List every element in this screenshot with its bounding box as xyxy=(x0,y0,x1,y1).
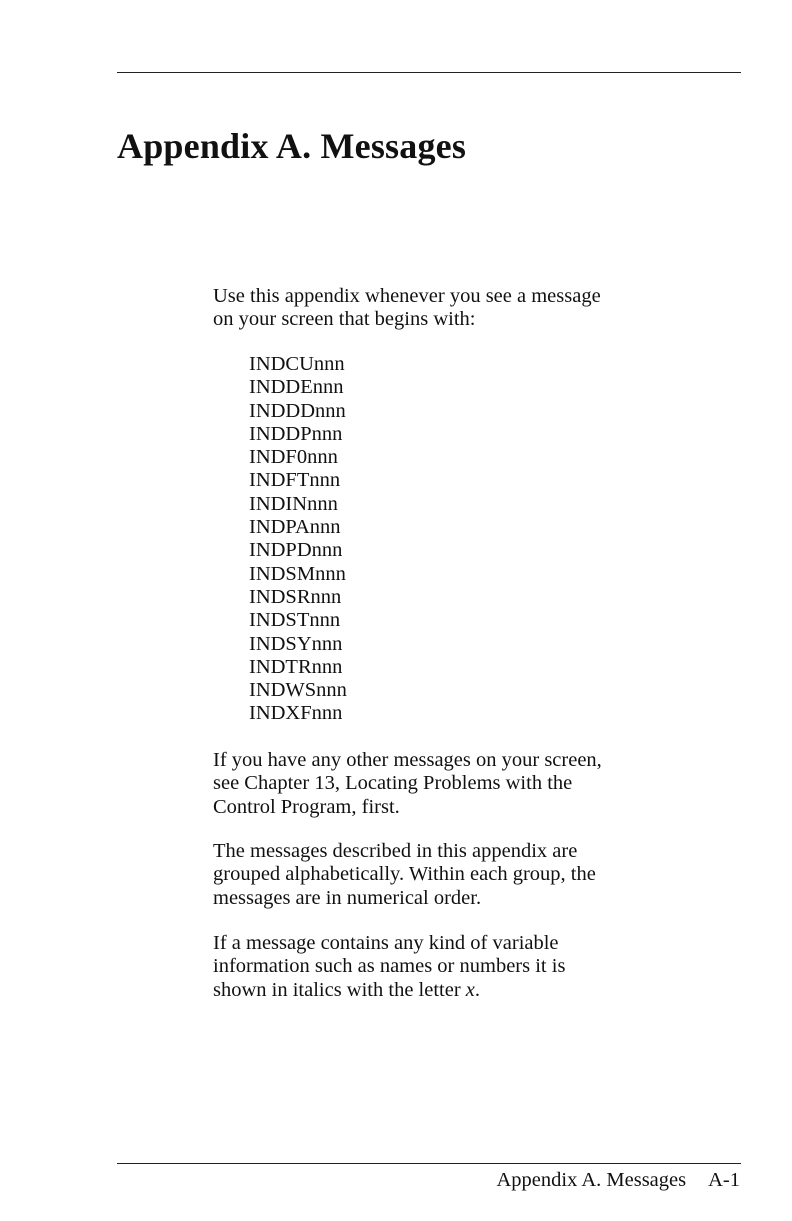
message-prefix: INDPDnnn xyxy=(249,539,343,562)
variable-info-paragraph xyxy=(213,932,753,1002)
message-prefix: INDDDnnn xyxy=(249,399,346,422)
variable-info-text xyxy=(213,932,753,1002)
message-prefix: INDFTnnn xyxy=(249,469,341,492)
message-prefix-list xyxy=(249,353,347,726)
page-title: Appendix A. Messages xyxy=(117,126,467,166)
other-messages-paragraph xyxy=(213,749,753,819)
intro-paragraph xyxy=(213,285,753,332)
other-messages-text: If you have any other messages on your screen, see Chapter 13, Locating Problems with the Control Program, first. xyxy=(213,749,602,818)
message-prefix: INDSYnnn xyxy=(249,632,343,655)
top-rule xyxy=(117,72,741,73)
message-prefix: INDINnnn xyxy=(249,492,338,515)
message-prefix: INDSMnnn xyxy=(249,562,346,585)
message-prefix: INDWSnnn xyxy=(249,679,347,702)
message-prefix: INDPAnnn xyxy=(249,516,341,539)
page-number: A-1 xyxy=(708,1169,740,1191)
message-prefix: INDSTnnn xyxy=(249,609,341,632)
intro-line-1: Use this appendix whenever you see a message xyxy=(213,285,601,307)
message-prefix: INDXFnnn xyxy=(249,702,343,725)
variable-info-prefix: If a message contains any kind of variable information such as names or numbers it is shown in italics with the letter xyxy=(213,932,566,1001)
message-prefix: INDSRnnn xyxy=(249,585,342,608)
variable-info-suffix: . xyxy=(474,978,481,1001)
bottom-rule xyxy=(117,1163,741,1164)
message-prefix: INDDEnnn xyxy=(249,376,344,399)
message-prefix: INDTRnnn xyxy=(249,655,343,678)
intro-line-2: on your screen that begins with: xyxy=(213,308,476,331)
grouping-paragraph xyxy=(213,840,753,910)
message-prefix: INDF0nnn xyxy=(249,446,338,469)
variable-letter: x xyxy=(465,978,475,1001)
footer-section-title: Appendix A. Messages xyxy=(496,1169,687,1191)
page-footer xyxy=(497,1168,741,1192)
message-prefix: INDDPnnn xyxy=(249,422,343,445)
grouping-text: The messages described in this appendix are grouped alphabetically. Within each group, the messages are in numerical order. xyxy=(213,840,596,909)
message-prefix: INDCUnnn xyxy=(249,353,345,375)
